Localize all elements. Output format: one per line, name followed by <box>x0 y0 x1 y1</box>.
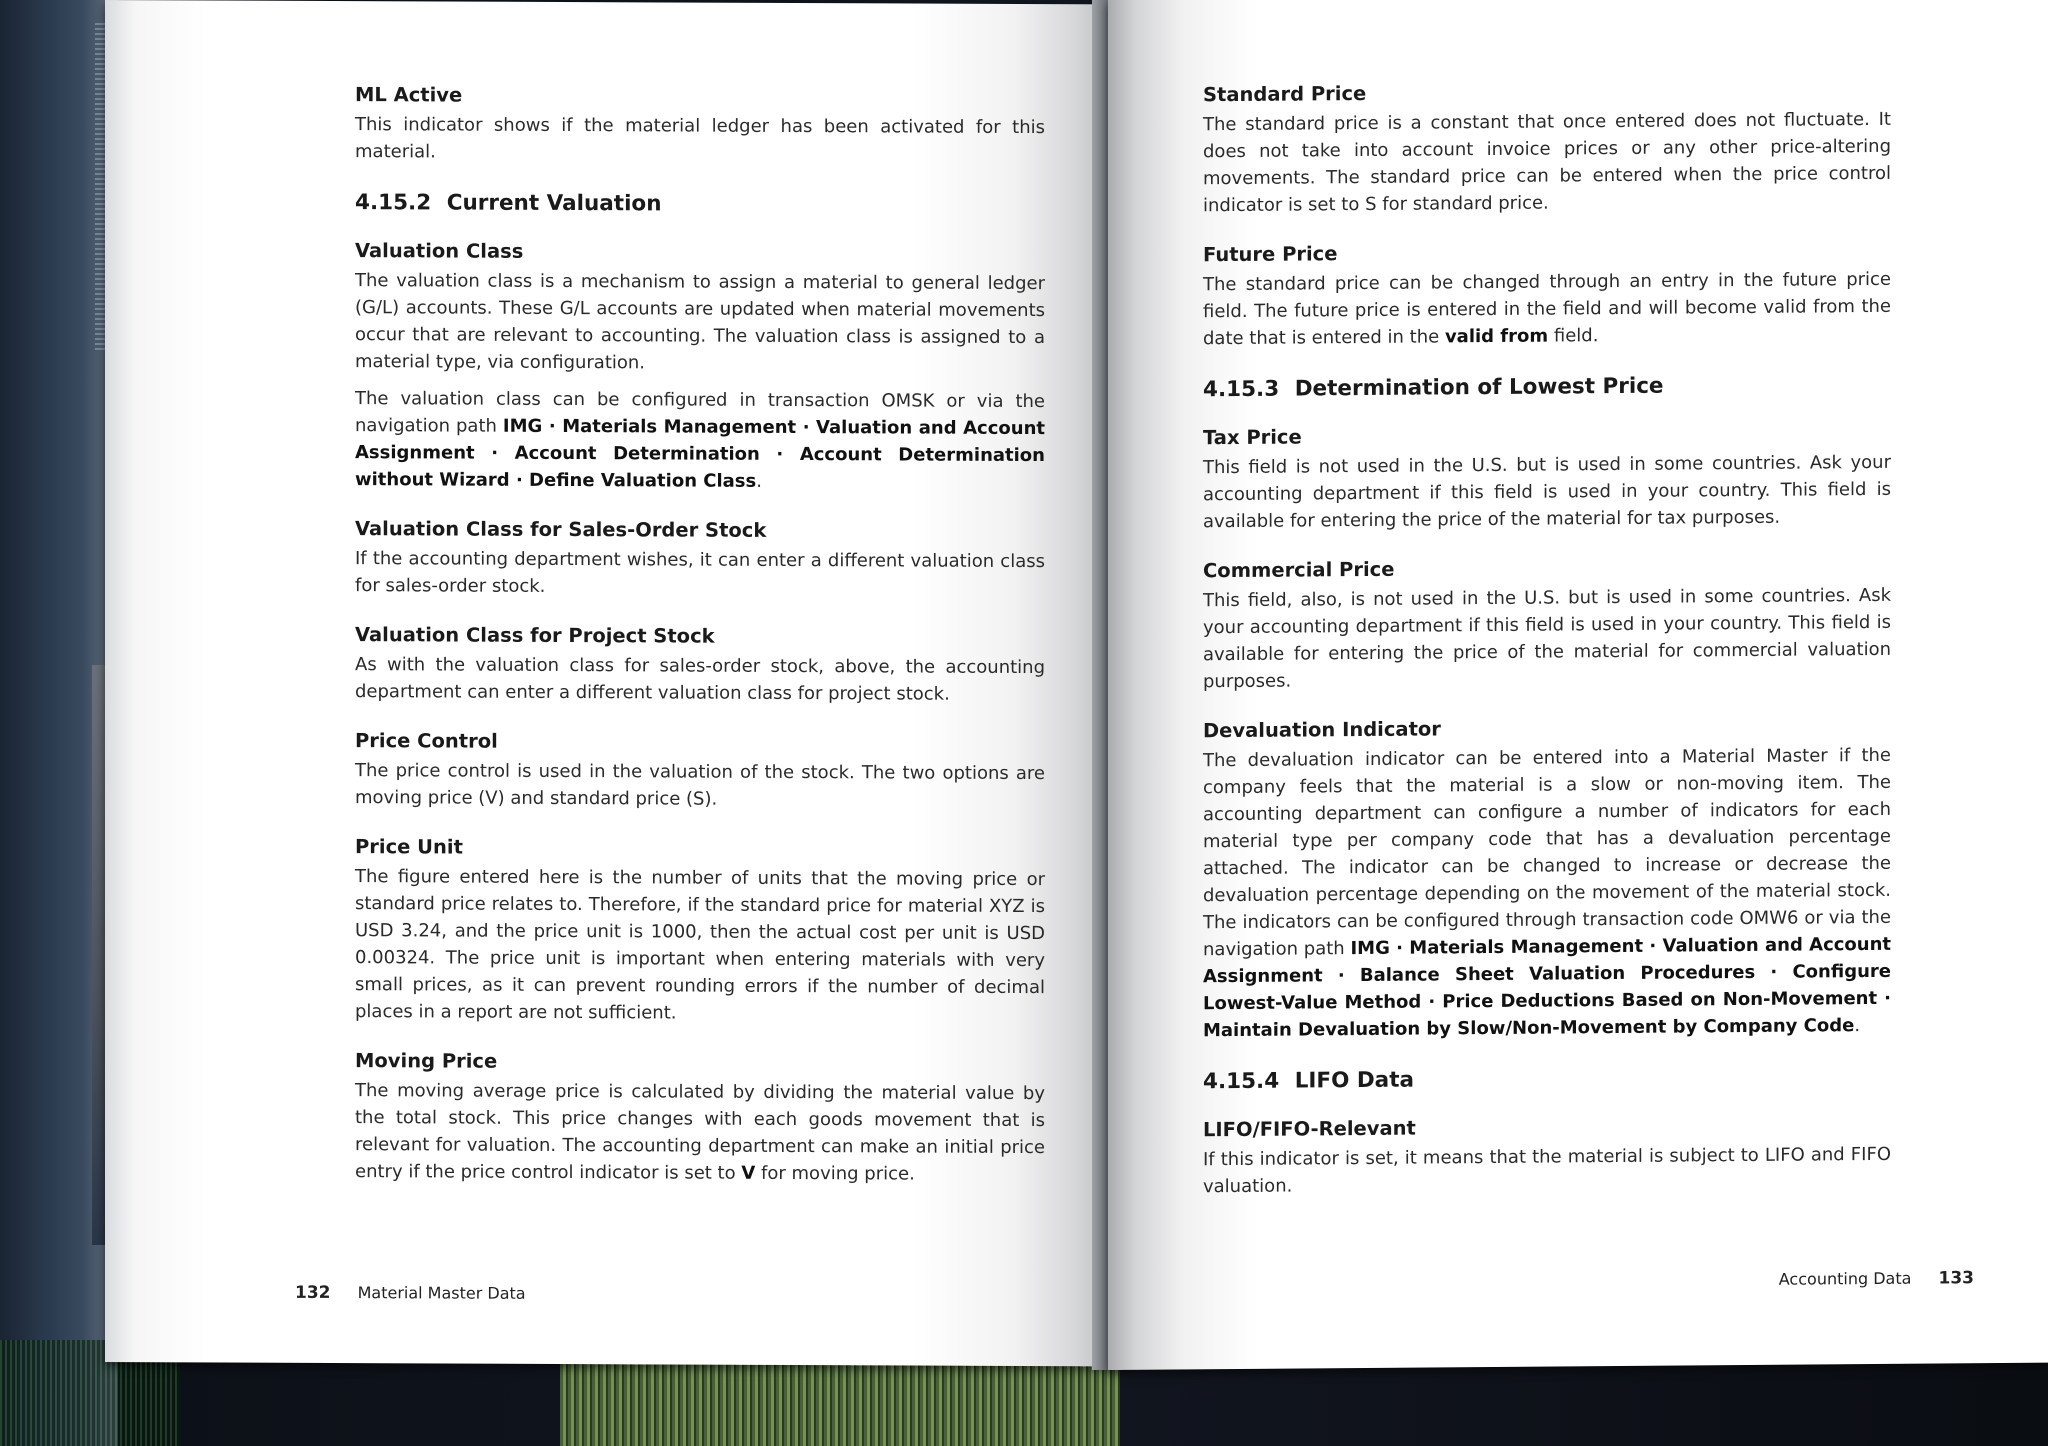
section-number-lifo: 4.15.4 <box>1203 1068 1280 1095</box>
section-lifo-fifo <box>1203 1113 1891 1200</box>
section-future-price <box>1203 238 1891 352</box>
section-price-control <box>355 729 1045 814</box>
heading-devaluation-indicator: Devaluation Indicator <box>1203 717 1441 743</box>
heading-tax-price: Tax Price <box>1203 425 1302 450</box>
text-price-control: The price control is used in the valuation of the stock. The two options are moving price (V) and standard price (S). <box>355 760 1045 810</box>
section-title-lowest: Determination of Lowest Price <box>1294 373 1664 402</box>
heading-price-unit: Price Unit <box>355 835 463 859</box>
heading-moving-price: Moving Price <box>355 1049 498 1073</box>
section-ml-active <box>355 83 1045 168</box>
text-moving-price-lead: The moving average price is calculated by dividing the material value by the total stock. This price changes with each goods movement that is relevant for valuation. The accounting department can make an initial price entry if the price control indicator is set to <box>355 1080 1045 1184</box>
section-commercial-price <box>1203 554 1891 695</box>
text-moving-price <box>355 1077 1045 1188</box>
page-number-right: 133 <box>1938 1268 1974 1289</box>
section-standard-price <box>1203 78 1891 219</box>
text-valuation-class-1: The valuation class is a mechanism to assign a material to general ledger (G/L) accounts. These G/L accounts are updated when material movements occur that are relevant to accounting. The valuation class is assigned to a material type, via configuration. <box>355 270 1045 374</box>
text-valuation-class-2: The valuation class can be configured in transaction OMSK or via the navigation path IMG · Materials Management · Valuation and Account Assignment · Account Determination · Account Determination without Wizard · Define Valuation Class. <box>355 388 1045 492</box>
text-ml-active: This indicator shows if the material ledger has been activated for this material. <box>355 114 1045 163</box>
left-column <box>355 83 1045 1212</box>
devaluation-nav-path: IMG · Materials Management · Valuation and Account Assignment · Balance Sheet Valuation Procedures · Configure Lowest-Value Method · Price Deductions Based on Non-Movement · Maintain Devaluation by Slow/Non-Movement by Company Code <box>1203 933 1892 1042</box>
section-heading-current-valuation <box>355 189 1045 220</box>
page-number-left: 132 <box>295 1282 331 1303</box>
section-number: 4.15.2 <box>355 190 432 216</box>
heading-price-control: Price Control <box>355 729 498 753</box>
book-edge-left <box>0 0 118 1446</box>
text-moving-price-tail: for moving price. <box>761 1162 915 1185</box>
text-valuation-class-sales-order: If the accounting department wishes, it can enter a different valuation class for sales-order stock. <box>355 548 1045 597</box>
section-tax-price <box>1203 421 1891 535</box>
text-standard-price: The standard price is a constant that once entered does not fluctuate. It does not take into account invoice prices or any other price-altering movements. The standard price can be entered when the price control indicator is set to S for standard price. <box>1203 108 1891 217</box>
section-heading-lowest-price <box>1203 371 1891 404</box>
text-tax-price: This field is not used in the U.S. but is used in some countries. Ask your accounting department if this field is used in your country. This field is available for entering the price of the material for tax purposes. <box>1203 451 1891 533</box>
text-price-unit: The figure entered here is the number of units that the moving price or standard price relates to. Therefore, if the standard price for material XYZ is USD 3.24, and the price unit is 1000, then the actual cost per unit is USD 0.00324. The price unit is important when entering materials with very small prices, as it can prevent rounding errors if the number of decimal places in a report are not sufficient. <box>355 866 1045 1024</box>
page-left <box>105 0 1115 1366</box>
heading-valuation-class: Valuation Class <box>355 239 524 263</box>
future-price-valid-from: valid from <box>1444 325 1549 348</box>
section-price-unit <box>355 835 1045 1028</box>
heading-lifo-fifo: LIFO/FIFO-Relevant <box>1203 1116 1416 1142</box>
section-heading-lifo-data <box>1203 1063 1891 1096</box>
section-valuation-class-sales-order <box>355 517 1045 602</box>
section-valuation-class-project <box>355 623 1045 708</box>
text-commercial-price: This field, also, is not used in the U.S. but is used in some countries. Ask your accounting department if this field is used in your country. This field is available for entering the price of the material for commercial valuation purposes. <box>1203 584 1891 693</box>
section-title-lifo: LIFO Data <box>1294 1067 1414 1094</box>
footer-right <box>1779 1268 1974 1290</box>
section-valuation-class <box>355 239 1045 496</box>
text-future-price-tail: field. <box>1553 325 1599 347</box>
text-devaluation-indicator: The devaluation indicator can be entered into a Material Master if the company feels that the material is a slow or non-moving item. The accounting department can configure a number of indicators for each material type per company code that has a devaluation percentage attached. The indicator can be changed to increase or decrease the devaluation percentage depending on the movement of the material stock. The indicators can be configured through transaction code OMW6 or via the navigation path IMG · Materials Management · Valuation and Account Assignment · Balance Sheet Valuation Procedures · Configure Lowest-Value Method · Price Deductions Based on Non-Movement · Maintain Devaluation by Slow/Non-Movement by Company Code. <box>1203 744 1892 1042</box>
section-number-lowest: 4.15.3 <box>1203 376 1280 403</box>
section-devaluation-indicator <box>1203 714 1891 1044</box>
text-future-price-lead: The standard price can be changed through an entry in the future price field. The future price is entered in the field and will become valid from the date that is entered in the <box>1203 268 1891 350</box>
heading-future-price: Future Price <box>1203 242 1338 267</box>
footer-left <box>295 1283 526 1304</box>
text-future-price <box>1203 266 1891 352</box>
heading-valuation-class-sales-order: Valuation Class for Sales-Order Stock <box>355 517 767 542</box>
heading-ml-active: ML Active <box>355 83 463 107</box>
right-column <box>1203 78 1891 1224</box>
scanner-bed-center <box>560 1360 1120 1446</box>
section-moving-price <box>355 1049 1045 1188</box>
valuation-class-nav-path: IMG · Materials Management · Valuation and Account Assignment · Account Determination · Account Determination without Wizard · Define Valuation Class <box>355 415 1045 492</box>
page-right <box>1108 0 2048 1370</box>
heading-commercial-price: Commercial Price <box>1203 557 1395 583</box>
text-lifo-fifo: If this indicator is set, it means that the material is subject to LIFO and FIFO valuation. <box>1203 1143 1891 1198</box>
running-title-left: Material Master Data <box>357 1283 526 1303</box>
running-title-right: Accounting Data <box>1778 1268 1912 1289</box>
text-devaluation-lead: The devaluation indicator can be entered into a Material Master if the company feels that the material is a slow or non-moving item. The accounting department can configure a number of indicators for each material type per company code that has a devaluation percentage attached. The indicator can be changed to increase or decrease the devaluation percentage depending on the movement of the material stock. The indicators can be configured through transaction code OMW6 or via the navigation path <box>1203 744 1891 961</box>
section-title: Current Valuation <box>446 190 662 217</box>
text-valuation-class-project: As with the valuation class for sales-order stock, above, the accounting department can enter a different valuation class for project stock. <box>355 654 1045 705</box>
heading-valuation-class-project: Valuation Class for Project Stock <box>355 623 715 648</box>
heading-standard-price: Standard Price <box>1203 81 1367 107</box>
moving-price-indicator: V <box>741 1162 756 1184</box>
text-valuation-class-2-lead: The valuation class can be configured in transaction OMSK or via the navigation path <box>355 388 1045 437</box>
